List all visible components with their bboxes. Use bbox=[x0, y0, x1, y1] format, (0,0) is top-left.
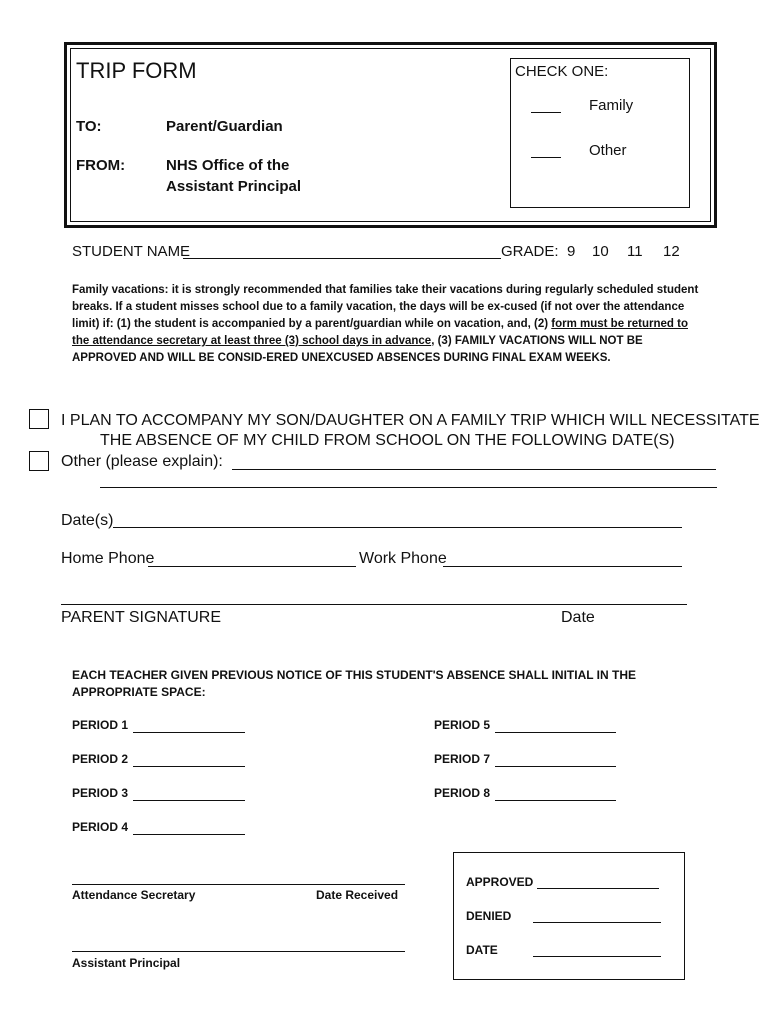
grade-option[interactable]: 9 bbox=[567, 243, 576, 260]
approved-field[interactable] bbox=[537, 888, 659, 889]
approval-date-label: DATE bbox=[466, 943, 498, 957]
work-phone-field[interactable] bbox=[443, 566, 682, 567]
check-option-other: Other bbox=[589, 142, 627, 159]
period-label: PERIOD 2 bbox=[72, 752, 129, 766]
assistant-principal-label: Assistant Principal bbox=[72, 956, 181, 970]
grade-label: GRADE: bbox=[501, 243, 559, 260]
period-label: PERIOD 4 bbox=[72, 820, 129, 834]
denied-label: DENIED bbox=[466, 909, 512, 923]
date-received-label: Date Received bbox=[316, 888, 399, 902]
other-checkbox[interactable] bbox=[29, 451, 49, 471]
dates-label: Date(s) bbox=[61, 512, 114, 529]
check-option-family: Family bbox=[589, 97, 634, 114]
plan-accompany-line2: THE ABSENCE OF MY CHILD FROM SCHOOL ON THE FOLLOWING DATE(S) bbox=[100, 432, 675, 449]
work-phone-label: Work Phone bbox=[359, 550, 447, 567]
home-phone-label: Home Phone bbox=[61, 550, 155, 567]
teacher-instruction-line2: APPROPRIATE SPACE: bbox=[72, 685, 206, 699]
policy-text-part2: , (3) FAMILY VACATIONS WILL NOT BE APPROVED AND WILL BE CONSID-ERED UNEXCUSED ABSENCES DURING FINAL EXAM WEEKS. bbox=[72, 335, 643, 364]
period-label: PERIOD 1 bbox=[72, 718, 129, 732]
form-title: TRIP FORM bbox=[76, 58, 197, 83]
to-value: Parent/Guardian bbox=[166, 118, 283, 135]
from-value-line2: Assistant Principal bbox=[166, 178, 302, 195]
from-value-line1: NHS Office of the bbox=[166, 157, 290, 174]
grade-option[interactable]: 10 bbox=[592, 243, 609, 260]
approval-date-field[interactable] bbox=[533, 956, 661, 957]
student-name-label: STUDENT NAME bbox=[72, 243, 191, 260]
plan-accompany-line1: I PLAN TO ACCOMPANY MY SON/DAUGHTER ON A FAMILY TRIP WHICH WILL NECESSITATE bbox=[61, 412, 760, 429]
period-initial-field[interactable] bbox=[133, 732, 245, 733]
teacher-instruction-line1: EACH TEACHER GIVEN PREVIOUS NOTICE OF THIS STUDENT'S ABSENCE SHALL INITIAL IN THE bbox=[72, 668, 637, 682]
to-label: TO: bbox=[76, 118, 102, 135]
period-initial-field[interactable] bbox=[495, 766, 616, 767]
period-initial-field[interactable] bbox=[133, 800, 245, 801]
parent-signature-field[interactable] bbox=[61, 604, 687, 605]
from-label: FROM: bbox=[76, 157, 126, 174]
signature-date-label: Date bbox=[561, 609, 595, 626]
family-check-blank[interactable] bbox=[531, 112, 561, 113]
assistant-principal-signature-field[interactable] bbox=[72, 951, 405, 952]
period-initial-field[interactable] bbox=[133, 834, 245, 835]
policy-text-part1: Family vacations: it is strongly recommended that families take their vacations during regularly scheduled student breaks. If a student misses school due to a family vacation, the days will be ex-cused (if not over the attendance limit) if: (1) the student is accompanied by a parent/guardian while on vacation, and, (2) bbox=[72, 284, 699, 330]
period-label: PERIOD 7 bbox=[434, 752, 491, 766]
check-one-box bbox=[510, 58, 690, 208]
other-explain-field[interactable] bbox=[232, 469, 716, 470]
policy-text-underlined: form must be returned to the attendance secretary at least three (3) school days in advance bbox=[72, 318, 688, 347]
attendance-secretary-signature-field[interactable] bbox=[72, 884, 405, 885]
dates-field[interactable] bbox=[113, 527, 682, 528]
grade-option[interactable]: 12 bbox=[663, 243, 680, 260]
student-name-field[interactable] bbox=[183, 258, 501, 259]
check-one-title: CHECK ONE: bbox=[515, 63, 609, 80]
policy-paragraph bbox=[72, 282, 702, 367]
period-label: PERIOD 8 bbox=[434, 786, 491, 800]
grade-option[interactable]: 11 bbox=[627, 243, 643, 260]
attendance-secretary-label: Attendance Secretary bbox=[72, 888, 196, 902]
home-phone-field[interactable] bbox=[148, 566, 356, 567]
period-initial-field[interactable] bbox=[495, 800, 616, 801]
plan-accompany-checkbox[interactable] bbox=[29, 409, 49, 429]
other-explain-label: Other (please explain): bbox=[61, 453, 223, 470]
approved-label: APPROVED bbox=[466, 875, 534, 889]
period-label: PERIOD 5 bbox=[434, 718, 491, 732]
period-initial-field[interactable] bbox=[495, 732, 616, 733]
period-label: PERIOD 3 bbox=[72, 786, 129, 800]
period-initial-field[interactable] bbox=[133, 766, 245, 767]
other-explain-field-line2[interactable] bbox=[100, 487, 717, 488]
denied-field[interactable] bbox=[533, 922, 661, 923]
parent-signature-label: PARENT SIGNATURE bbox=[61, 609, 222, 626]
other-check-blank[interactable] bbox=[531, 157, 561, 158]
